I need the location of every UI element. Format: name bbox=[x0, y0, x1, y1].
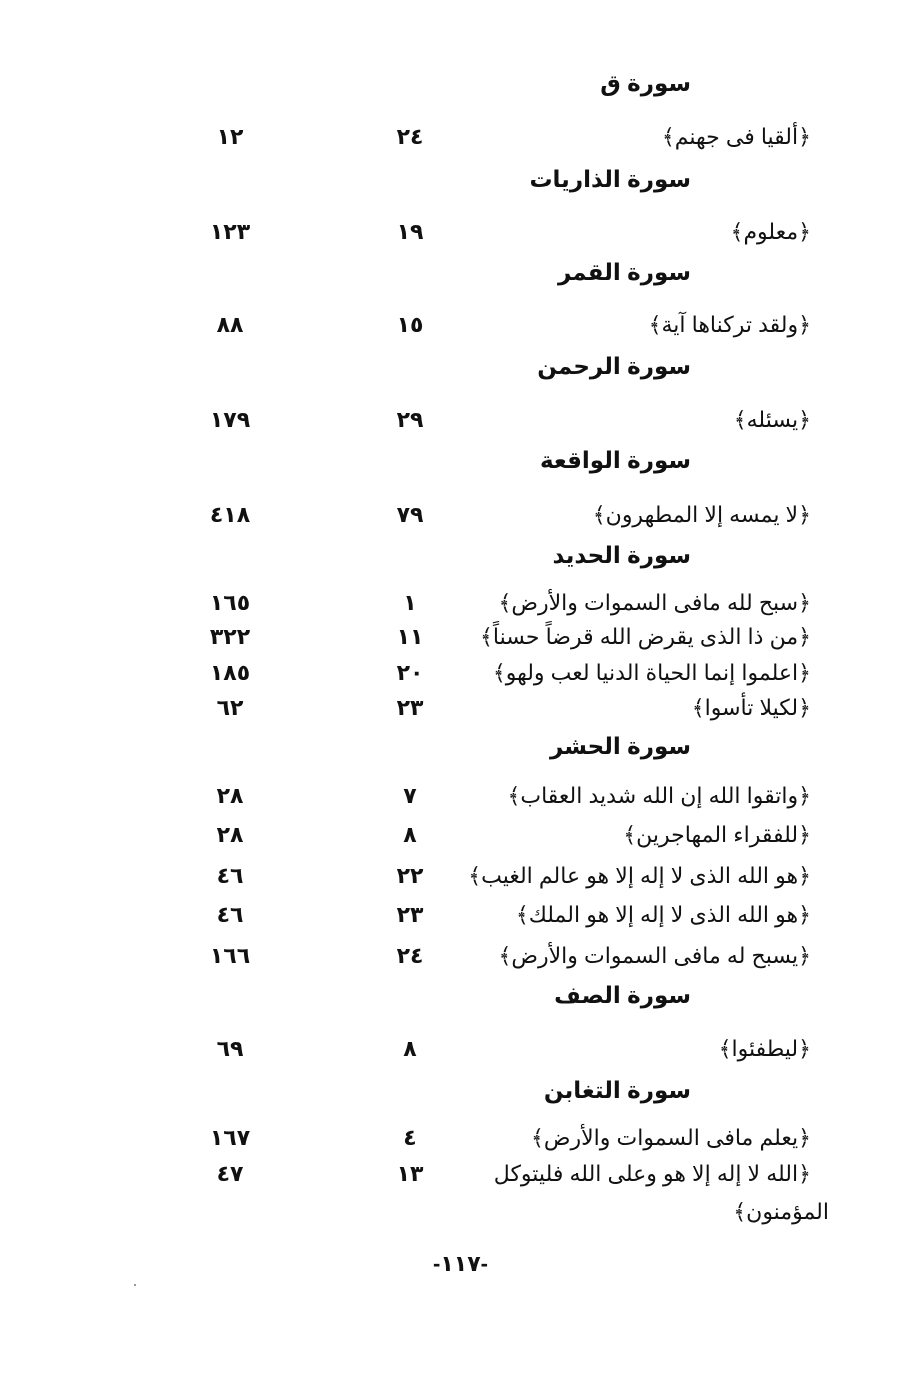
ayah-number: ١ bbox=[403, 590, 417, 615]
quran-phrase: ﴿يسئله﴾ bbox=[733, 407, 811, 432]
page-number: ٨٨ bbox=[216, 312, 244, 337]
page-number: ٤٧ bbox=[216, 1161, 244, 1186]
page-number: ١٦٥ bbox=[209, 590, 251, 615]
quran-phrase: ﴿ولقد تركناها آية﴾ bbox=[648, 312, 811, 337]
page-number: ٢٨ bbox=[216, 783, 244, 808]
ayah-number: ٧ bbox=[403, 783, 417, 808]
ayah-number: ٢٤ bbox=[396, 943, 424, 968]
page-number-footer: -١١٧- bbox=[433, 1251, 488, 1276]
ayah-number: ٢٠ bbox=[396, 660, 424, 685]
ayah-number: ٤ bbox=[403, 1125, 417, 1150]
ayah-number: ١٥ bbox=[396, 312, 424, 337]
page-number: ١٢٣ bbox=[209, 219, 251, 244]
ayah-number: ٢٤ bbox=[396, 124, 424, 149]
quran-phrase: ﴿سبح لله مافى السموات والأرض﴾ bbox=[498, 590, 811, 615]
ayah-number: ٢٣ bbox=[396, 902, 424, 927]
quran-phrase: ﴿واتقوا الله إن الله شديد العقاب﴾ bbox=[507, 783, 811, 808]
quran-phrase: ﴿معلوم﴾ bbox=[730, 219, 811, 244]
quran-phrase: ﴿ليطفئوا﴾ bbox=[718, 1036, 811, 1061]
quran-phrase: ﴿لا يمسه إلا المطهرون﴾ bbox=[592, 502, 811, 527]
section-title: سورة الذاريات bbox=[529, 166, 691, 192]
section-title: سورة الحشر bbox=[549, 733, 691, 759]
section-title: سورة ق bbox=[600, 70, 691, 96]
page-number: ٤١٨ bbox=[209, 502, 251, 527]
ayah-number: ٨ bbox=[403, 822, 417, 847]
page-number: ٦٢ bbox=[216, 695, 244, 720]
section-title: سورة الصف bbox=[554, 982, 691, 1008]
page-number: ٦٩ bbox=[216, 1036, 244, 1061]
quran-phrase-continuation: المؤمنون﴾ bbox=[733, 1199, 829, 1224]
ayah-number: ١١ bbox=[396, 624, 424, 649]
quran-phrase: ﴿هو الله الذى لا إله إلا هو الملك﴾ bbox=[515, 902, 811, 927]
quran-phrase: ﴿هو الله الذى لا إله إلا هو عالم الغيب﴾ bbox=[468, 863, 811, 888]
section-title: سورة الواقعة bbox=[539, 447, 691, 473]
ayah-number: ٨ bbox=[403, 1036, 417, 1061]
quran-phrase: ﴿للفقراء المهاجرين﴾ bbox=[623, 822, 811, 847]
section-title: سورة الحديد bbox=[552, 542, 691, 568]
page-number: ١٨٥ bbox=[209, 660, 251, 685]
quran-phrase: ﴿يعلم مافى السموات والأرض﴾ bbox=[531, 1125, 811, 1150]
ayah-number: ١٩ bbox=[396, 219, 424, 244]
page-number: ٤٦ bbox=[216, 902, 244, 927]
quran-phrase: ﴿الله لا إله إلا هو وعلى الله فليتوكل bbox=[493, 1161, 811, 1186]
quran-phrase: ﴿ألقيا فى جهنم﴾ bbox=[661, 124, 811, 149]
quran-phrase: ﴿اعلموا إنما الحياة الدنيا لعب ولهو﴾ bbox=[492, 660, 811, 685]
page-number: ١٧٩ bbox=[209, 407, 251, 432]
ayah-number: ٧٩ bbox=[396, 502, 424, 527]
ayah-number: ٢٢ bbox=[396, 863, 424, 888]
page-number: ٣٢٢ bbox=[209, 624, 251, 649]
ayah-number: ١٣ bbox=[396, 1161, 424, 1186]
quran-phrase: ﴿يسبح له مافى السموات والأرض﴾ bbox=[498, 943, 811, 968]
section-title: سورة القمر bbox=[557, 259, 691, 285]
page-number: ١٦٧ bbox=[209, 1125, 251, 1150]
page-number: ٢٨ bbox=[216, 822, 244, 847]
section-title: سورة الرحمن bbox=[537, 353, 691, 379]
scan-speck bbox=[134, 1284, 136, 1286]
quran-phrase: ﴿لكيلا تأسوا﴾ bbox=[691, 695, 811, 720]
page-number: ١٦٦ bbox=[209, 943, 251, 968]
section-title: سورة التغابن bbox=[543, 1077, 691, 1103]
page-number: ٤٦ bbox=[216, 863, 244, 888]
page-number: ١٢ bbox=[216, 124, 244, 149]
ayah-number: ٢٩ bbox=[396, 407, 424, 432]
quran-phrase: ﴿من ذا الذى يقرض الله قرضاً حسناً﴾ bbox=[480, 624, 811, 649]
ayah-number: ٢٣ bbox=[396, 695, 424, 720]
